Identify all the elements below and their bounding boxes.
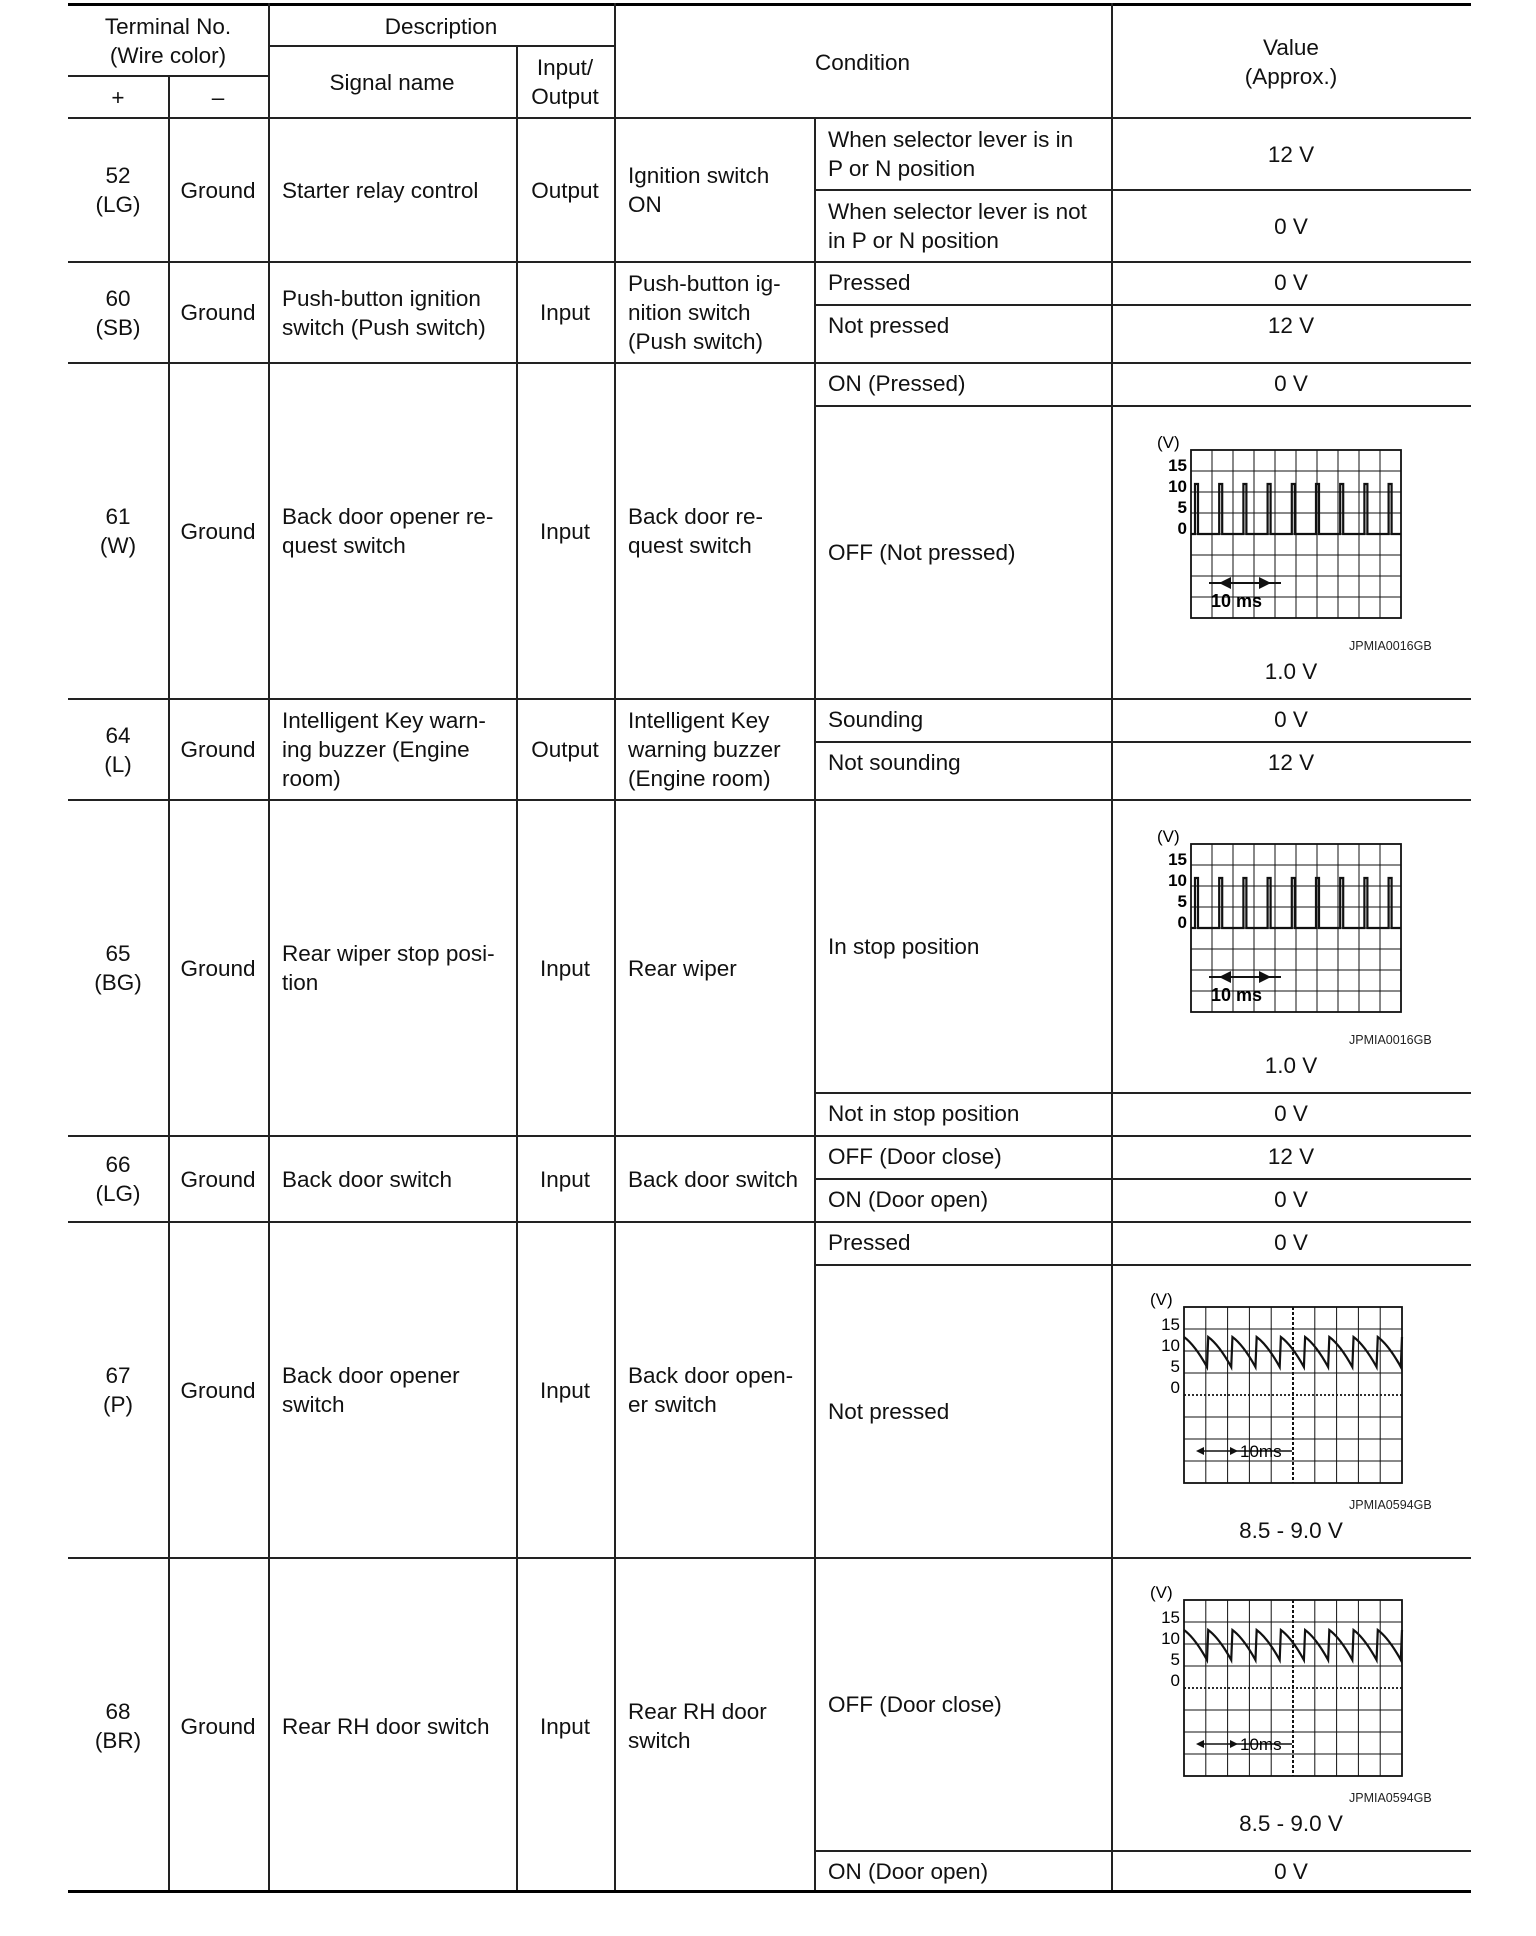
scope-figure-id: JPMIA0016GB [1349, 639, 1432, 653]
sub-condition-cell [814, 363, 1111, 406]
value-text: 0 V [1274, 1230, 1308, 1255]
condition-cell [614, 262, 814, 363]
ground-cell-text: Ground [180, 737, 256, 762]
signal-name-cell-text: Back door opener switch [282, 1363, 460, 1417]
sub-condition-cell-text: Not sounding [828, 750, 961, 775]
scope-tick-label: 15 [1168, 456, 1187, 475]
scope-time-label: 10 ms [1211, 591, 1263, 611]
column-divider [268, 3, 270, 1890]
signal-name-cell-text: Intelligent Key warn- ing buzzer (Engine room) [282, 708, 486, 791]
column-divider [1111, 3, 1113, 1890]
condition-cell [614, 118, 814, 262]
scope-tick-label: 5 [1170, 1650, 1180, 1669]
signal-name-cell-text: Back door switch [282, 1166, 453, 1192]
input-output-cell-text: Input [539, 1166, 591, 1192]
scope-unit-label: (V) [1157, 433, 1180, 452]
value-text: 0 V [1274, 371, 1308, 396]
ground-cell [168, 699, 268, 800]
header-minus: – [211, 84, 225, 110]
input-output-cell-text: Input [539, 518, 591, 544]
scope-body [1150, 1290, 1402, 1483]
condition-cell-text: Ignition switch ON [628, 163, 770, 217]
scope-tick-label: 10 [1168, 477, 1187, 496]
terminal-cell [68, 1558, 168, 1894]
scope-figure-id: JPMIA0016GB [1349, 1033, 1432, 1047]
terminal-cell-text: 61 (W) [99, 504, 137, 558]
ground-cell [168, 1558, 268, 1894]
condition-cell [614, 363, 814, 699]
condition-cell [614, 1136, 814, 1222]
value-cell [1111, 1851, 1471, 1894]
value-cell [1111, 363, 1471, 406]
input-output-cell-text: Input [539, 300, 591, 325]
input-output-cell-text: Output [531, 737, 599, 762]
signal-name-cell-text: Rear RH door switch [282, 1713, 490, 1739]
scope-unit-label: (V) [1157, 827, 1180, 846]
value-text: 12 V [1267, 750, 1315, 775]
signal-name-cell [268, 363, 516, 699]
condition-cell-text: Rear wiper [628, 955, 737, 981]
input-output-cell [516, 1558, 614, 1894]
sawtooth-waveform [1131, 1287, 1451, 1507]
scope-time-arrowhead [1230, 1447, 1238, 1455]
scope-tick-label: 5 [1170, 1357, 1180, 1376]
ground-cell [168, 118, 268, 262]
sub-condition-cell [814, 1265, 1111, 1558]
value-cell [1111, 305, 1471, 363]
value-text: 0 V [1274, 707, 1308, 732]
condition-cell [614, 699, 814, 800]
sub-condition-cell-text: Not pressed [828, 313, 950, 338]
input-output-cell [516, 118, 614, 262]
sub-condition-cell [814, 1136, 1111, 1179]
terminal-cell [68, 699, 168, 800]
sub-condition-cell [814, 699, 1111, 742]
sub-condition-cell [814, 118, 1111, 190]
scope-time-label: 10 ms [1211, 985, 1263, 1005]
scope-tick-label: 10 [1161, 1629, 1180, 1648]
scope-time-arrowhead [1196, 1740, 1204, 1748]
scope-time-arrowhead [1259, 971, 1271, 983]
terminal-cell [68, 1136, 168, 1222]
input-output-cell-text: Output [531, 177, 599, 203]
value-text: 1.0 V [1264, 659, 1318, 684]
column-divider [614, 3, 616, 1890]
scope-tick-label: 0 [1177, 519, 1187, 538]
terminal-cell-text: 67 (P) [103, 1363, 133, 1417]
scope-tick-label: 5 [1177, 892, 1187, 911]
terminal-cell [68, 1222, 168, 1558]
scope-time-arrowhead [1219, 577, 1231, 589]
header-value: Value (Approx.) [1244, 35, 1338, 89]
scope-unit-label: (V) [1150, 1583, 1173, 1602]
value-text: 8.5 - 9.0 V [1239, 1518, 1343, 1543]
input-output-cell [516, 1222, 614, 1558]
ground-cell [168, 1222, 268, 1558]
value-cell [1111, 1136, 1471, 1179]
input-output-cell-text: Input [539, 955, 591, 981]
sub-condition-cell [814, 190, 1111, 262]
scope-time-arrowhead [1259, 577, 1271, 589]
signal-name-cell [268, 1222, 516, 1558]
sub-condition-cell [814, 742, 1111, 800]
value-cell [1111, 190, 1471, 262]
ground-cell-text: Ground [180, 955, 256, 981]
scope-unit-label: (V) [1150, 1290, 1173, 1309]
input-output-cell [516, 800, 614, 1136]
terminal-cell [68, 118, 168, 262]
condition-cell-text: Back door open- er switch [628, 1363, 794, 1417]
sub-condition-cell-text: When selector lever is not in P or N position [828, 199, 1087, 253]
sub-condition-cell [814, 406, 1111, 699]
sub-condition-cell-text: Not pressed [828, 1399, 950, 1424]
value-cell [1111, 262, 1471, 305]
sub-condition-cell [814, 1179, 1111, 1222]
sub-condition-cell-text: Pressed [828, 1230, 911, 1255]
scope-tick-label: 15 [1161, 1608, 1180, 1627]
sub-condition-cell [814, 262, 1111, 305]
scope-time-arrowhead [1219, 971, 1231, 983]
ground-cell-text: Ground [180, 300, 256, 325]
input-output-cell [516, 262, 614, 363]
sub-condition-cell [814, 1222, 1111, 1265]
sub-condition-cell-text: OFF (Door close) [828, 1692, 1002, 1717]
signal-name-cell-text: Back door opener re- quest switch [282, 504, 494, 558]
scope-tick-label: 15 [1161, 1315, 1180, 1334]
value-text: 0 V [1274, 1101, 1308, 1126]
condition-cell-text: Rear RH door switch [628, 1699, 767, 1753]
sub-condition-cell [814, 305, 1111, 363]
terminal-cell-text: 66 (LG) [95, 1152, 141, 1206]
terminal-table [68, 3, 1471, 1893]
terminal-cell-text: 60 (SB) [95, 285, 141, 340]
sub-condition-cell-text: ON (Pressed) [828, 371, 966, 396]
header-condition: Condition [814, 49, 911, 75]
ground-cell [168, 262, 268, 363]
input-output-cell-text: Input [539, 1713, 591, 1739]
column-divider [168, 75, 170, 1890]
scope-tick-label: 0 [1170, 1671, 1180, 1690]
ground-cell [168, 800, 268, 1136]
sub-condition-cell-text: ON (Door open) [828, 1859, 989, 1884]
header-input-output: Input/ Output [531, 55, 599, 109]
scope-time-label: 10ms [1240, 1735, 1282, 1754]
scope-figure-id: JPMIA0594GB [1349, 1791, 1432, 1805]
terminal-cell-text: 52 (LG) [95, 163, 141, 217]
value-cell [1111, 1093, 1471, 1136]
value-text: 12 V [1267, 313, 1315, 338]
condition-cell-text: Back door switch [628, 1166, 799, 1192]
scope-tick-label: 10 [1168, 871, 1187, 890]
pulse-waveform [1131, 428, 1451, 648]
ground-cell-text: Ground [180, 518, 256, 544]
value-text: 8.5 - 9.0 V [1239, 1811, 1343, 1836]
value-cell [1111, 742, 1471, 800]
column-divider [814, 117, 816, 1890]
scope-time-arrowhead [1196, 1447, 1204, 1455]
condition-cell [614, 1558, 814, 1894]
scope-body [1150, 1583, 1402, 1776]
input-output-cell [516, 699, 614, 800]
value-text: 1.0 V [1264, 1053, 1318, 1078]
scope-tick-label: 0 [1177, 913, 1187, 932]
header-divider [268, 45, 614, 47]
value-cell [1111, 1179, 1471, 1222]
ground-cell [168, 1136, 268, 1222]
sub-condition-cell [814, 1851, 1111, 1894]
column-divider [516, 45, 518, 1890]
scope-figure-id: JPMIA0594GB [1349, 1498, 1432, 1512]
signal-name-cell [268, 118, 516, 262]
value-text: 0 V [1274, 213, 1308, 239]
signal-name-cell [268, 1136, 516, 1222]
sub-condition-cell-text: In stop position [828, 934, 980, 959]
signal-name-cell-text: Push-button ignition switch (Push switch) [282, 285, 486, 340]
value-text: 12 V [1267, 1144, 1315, 1169]
ground-cell [168, 363, 268, 699]
scope-tick-label: 10 [1161, 1336, 1180, 1355]
scope-tick-label: 5 [1177, 498, 1187, 517]
ground-cell-text: Ground [180, 177, 256, 203]
sub-condition-cell [814, 1558, 1111, 1851]
terminal-cell [68, 800, 168, 1136]
sub-condition-cell-text: ON (Door open) [828, 1187, 989, 1212]
condition-cell-text: Back door re- quest switch [628, 504, 764, 558]
input-output-cell [516, 1136, 614, 1222]
ground-cell-text: Ground [180, 1166, 256, 1192]
terminal-cell [68, 262, 168, 363]
sub-condition-cell [814, 1093, 1111, 1136]
scope-body [1157, 433, 1401, 618]
signal-name-cell-text: Rear wiper stop posi- tion [282, 941, 495, 995]
signal-name-cell [268, 1558, 516, 1894]
value-text: 0 V [1274, 1187, 1308, 1212]
header-terminal-no: Terminal No. (Wire color) [104, 14, 232, 68]
condition-cell-text: Intelligent Key warning buzzer (Engine room) [628, 708, 781, 791]
input-output-cell [516, 363, 614, 699]
condition-cell [614, 800, 814, 1136]
scope-time-label: 10ms [1240, 1442, 1282, 1461]
pulse-waveform [1131, 822, 1451, 1042]
terminal-cell-text: 64 (L) [104, 722, 132, 777]
sub-condition-cell-text: OFF (Door close) [828, 1144, 1002, 1169]
sawtooth-waveform [1131, 1580, 1451, 1800]
terminal-cell [68, 363, 168, 699]
scope-tick-label: 0 [1170, 1378, 1180, 1397]
signal-name-cell-text: Starter relay control [282, 177, 479, 203]
sub-condition-cell-text: Sounding [828, 707, 924, 732]
sub-condition-cell [814, 800, 1111, 1093]
header-description: Description [384, 13, 498, 39]
sub-condition-cell-text: Pressed [828, 270, 911, 295]
input-output-cell-text: Input [539, 1377, 591, 1403]
scope-tick-label: 15 [1168, 850, 1187, 869]
header-signal-name: Signal name [329, 69, 455, 95]
condition-cell [614, 1222, 814, 1558]
sub-condition-cell-text: OFF (Not pressed) [828, 540, 1016, 565]
ground-cell-text: Ground [180, 1713, 256, 1739]
scope-body [1157, 827, 1401, 1012]
terminal-cell-text: 68 (BR) [94, 1699, 142, 1753]
value-cell [1111, 118, 1471, 190]
condition-cell-text: Push-button ig- nition switch (Push switch) [628, 271, 781, 354]
sub-condition-cell-text: Not in stop position [828, 1101, 1020, 1126]
signal-name-cell [268, 262, 516, 363]
scope-time-arrowhead [1230, 1740, 1238, 1748]
header-bottom-line [68, 117, 1471, 119]
sub-condition-cell-text: When selector lever is in P or N position [828, 127, 1074, 181]
value-text: 0 V [1274, 1859, 1308, 1884]
value-cell [1111, 699, 1471, 742]
header-plus: + [111, 84, 125, 110]
value-text: 0 V [1274, 270, 1308, 295]
value-cell [1111, 1222, 1471, 1265]
ground-cell-text: Ground [180, 1377, 256, 1403]
signal-name-cell [268, 699, 516, 800]
terminal-cell-text: 65 (BG) [94, 941, 142, 995]
signal-name-cell [268, 800, 516, 1136]
value-text: 12 V [1267, 141, 1315, 167]
